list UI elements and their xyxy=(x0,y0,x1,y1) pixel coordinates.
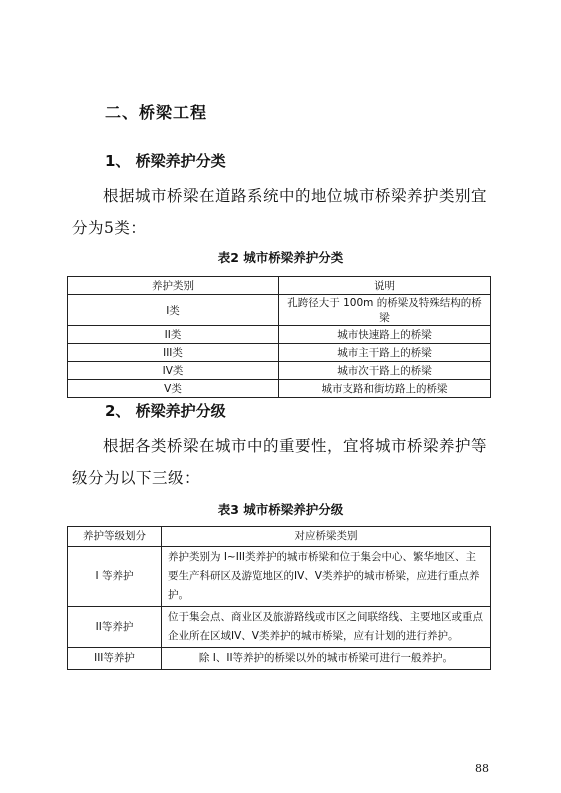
table-cell: 城市次干路上的桥梁 xyxy=(279,362,491,380)
table-row xyxy=(68,362,491,380)
table-cell: 城市主干路上的桥梁 xyxy=(279,344,491,362)
table-row xyxy=(68,547,491,607)
table-cell: II等养护 xyxy=(68,607,162,648)
table-row xyxy=(68,607,491,648)
bridge-maintenance-grading-table xyxy=(67,526,491,670)
table-cell: III类 xyxy=(68,344,279,362)
table-header-row xyxy=(68,527,491,547)
paragraph-grading: 根据各类桥梁在城市中的重要性，宜将城市桥梁养护等级分为以下三级： xyxy=(72,437,488,487)
table-header-cell: 对应桥梁类别 xyxy=(162,527,491,547)
table-cell: 城市快速路上的桥梁 xyxy=(279,326,491,344)
subsection-heading-grading: 2、 桥梁养护分级 xyxy=(105,402,226,420)
table-cell: 孔跨径大于 100m 的桥梁及特殊结构的桥梁 xyxy=(279,295,491,326)
section-heading: 二、桥梁工程 xyxy=(105,103,208,122)
table-row xyxy=(68,326,491,344)
page-number: 88 xyxy=(475,762,489,775)
table-cell: 城市支路和街坊路上的桥梁 xyxy=(279,380,491,398)
table-header-cell: 养护等级划分 xyxy=(68,527,162,547)
table-cell: II类 xyxy=(68,326,279,344)
table-header-row xyxy=(68,277,491,295)
table-cell: 养护类别为 I~III类养护的城市桥梁和位于集会中心、繁华地区、主要生产科研区及游览地区的IV、V类养护的城市桥梁，应进行重点养护。 xyxy=(162,547,491,607)
table2-caption: 表2 城市桥梁养护分类 xyxy=(217,250,344,265)
table-cell: 位于集会点、商业区及旅游路线或市区之间联络线、主要地区或重点企业所在区域IV、V类养护的城市桥梁，应有计划的进行养护。 xyxy=(162,607,491,648)
table3-caption: 表3 城市桥梁养护分级 xyxy=(217,502,344,517)
table-cell: I 等养护 xyxy=(68,547,162,607)
table-header-cell: 说明 xyxy=(279,277,491,295)
table-cell: V类 xyxy=(68,380,279,398)
table-row xyxy=(68,344,491,362)
table-row xyxy=(68,648,491,670)
table-row xyxy=(68,380,491,398)
table-cell: III等养护 xyxy=(68,648,162,670)
table-row xyxy=(68,295,491,326)
subsection-heading-classification: 1、 桥梁养护分类 xyxy=(105,152,226,170)
table-cell: IV类 xyxy=(68,362,279,380)
bridge-maintenance-classification-table xyxy=(67,276,491,398)
table-cell: I类 xyxy=(68,295,279,326)
table-cell: 除 I、II等养护的桥梁以外的城市桥梁可进行一般养护。 xyxy=(162,648,491,670)
paragraph-classification: 根据城市桥梁在道路系统中的地位城市桥梁养护类别宜分为5类： xyxy=(72,187,488,237)
table-header-cell: 养护类别 xyxy=(68,277,279,295)
